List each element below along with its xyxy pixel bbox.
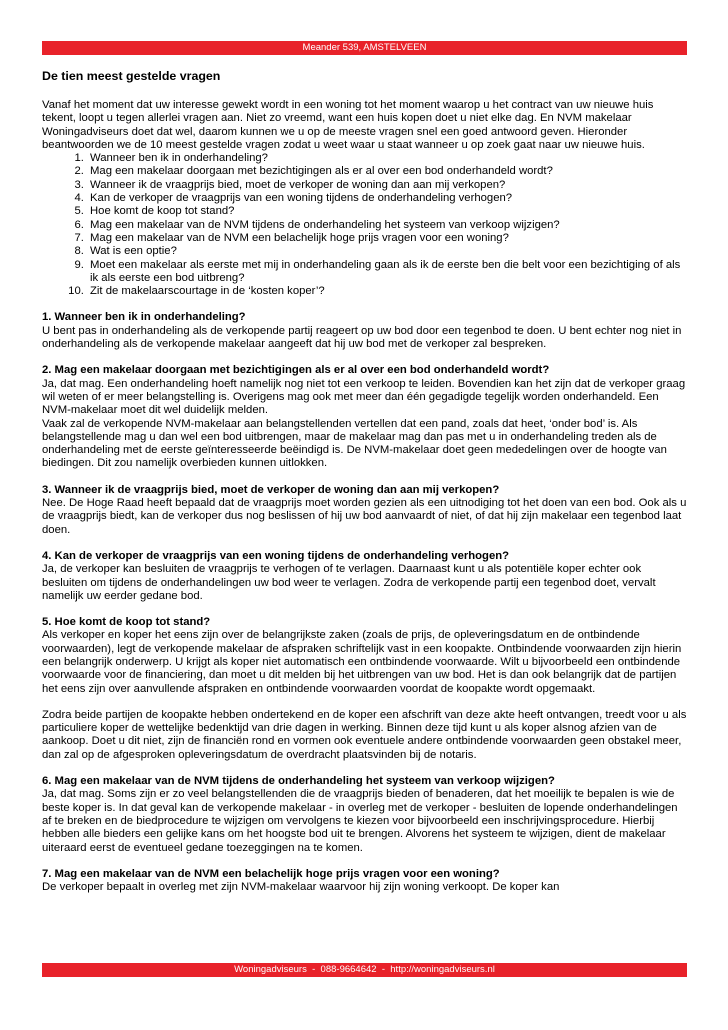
section-question: 4. Kan de verkoper de vraagprijs van een woning tijdens de onderhandeling verhogen? [42,549,510,562]
section-2 [42,364,687,470]
section-answer: Nee. De Hoge Raad heeft bepaald dat de vraagprijs moet worden gezien als een uitnodiging tot het doen van een bod. Ook als u de vraagprijs biedt, kan de verkoper dus nog beslissen of hij uw bod aanvaardt of niet, of dat hij zijn makelaar een tegenbod laat doen. [42,497,687,536]
list-item: 6. Mag een makelaar van de NVM tijdens de onderhandeling het systeem van verkoop wijzigen? [87,219,687,232]
footer-contact: Woningadviseurs - 088-9664642 - http://woningadviseurs.nl [234,964,495,975]
footer-contact-band [42,963,687,977]
section-question: 1. Wanneer ben ik in onderhandeling? [42,311,246,324]
section-6 [42,775,687,855]
section-5 [42,616,687,762]
list-item: 8. Wat is een optie? [87,245,687,258]
header-address: Meander 539, AMSTELVEEN [302,42,427,53]
list-item: 5. Hoe komt de koop tot stand? [87,205,687,218]
header-address-band [42,41,687,55]
list-item: 10. Zit de makelaarscourtage in de ‘kosten koper’? [87,285,687,298]
section-answer: Ja, dat mag. Een onderhandeling hoeft namelijk nog niet tot een verkoop te leiden. Bovendien kan het zijn dat de verkoper graag wil weten of er meer belangstelling is. Overigens mag ook met meer dan één gegadigde tegelijk worden onderhandeld. Een NVM-makelaar moet dit wel duidelijk melden. [42,377,686,417]
section-answer: U bent pas in onderhandeling als de verkopende partij reageert op uw bod door een tegenbod te doen. U bent echter nog niet in onderhandeling als de verkopende makelaar aangeeft dat hij uw bod met de verkoper zal bespreken. [42,324,682,351]
list-item: 2. Mag een makelaar doorgaan met bezichtigingen als er al over een bod onderhandeld wordt? [87,165,687,178]
section-answer: Ja, dat mag. Soms zijn er zo veel belangstellenden die de vraagprijs bieden of benaderen, dat het moeilijk te bepalen is wie de beste koper is. In dat geval kan de verkopende makelaar - in overleg met de verkoper - besluiten de lopende onderhandelingen af te breken en de biedprocedure te wijzigen om vervolgens te kiezen voor bijvoorbeeld een inschrijvingsprocedure. Hierbij hebben alle bieders een gelijke kans om het hoogste bod uit te brengen. Alvorens het systeem te wijzigen, dient de makelaar uiteraard eerst de eventueel gedane toezeggingen na te komen. [42,788,678,854]
section-question: 5. Hoe komt de koop tot stand? [42,616,211,629]
section-answer-continued: Zodra beide partijen de koopakte hebben ondertekend en de koper een afschrift van deze akte heeft ontvangen, treedt voor u als particuliere koper de wettelijke bedenktijd van drie dagen in werking. Binnen deze tijd kunt u als koper alsnog afzien van de aankoop. Doet u dit niet, zijn de financiën rond en vormen ook eventuele andere ontbindende voorwaarden geen obstakel meer, dan zal op de afgesproken opleveringsdatum de overdracht plaatsvinden bij de notaris. [42,708,687,761]
list-item: 4. Kan de verkoper de vraagprijs van een woning tijdens de onderhandeling verhogen? [87,192,687,205]
document-body [42,69,687,894]
section-7 [42,868,687,895]
section-answer: Ja, de verkoper kan besluiten de vraagprijs te verhogen of te verlagen. Daarnaast kunt u als potentiële koper echter ook besluiten om tijdens de onderhandelingen uw bod weer te verlagen. Zodra de verkopende partij een tegenbod doet, vervalt namelijk uw eerder gedane bod. [42,563,656,602]
intro-paragraph: Vanaf het moment dat uw interesse gewekt wordt in een woning tot het moment waarop u het contract van uw nieuwe huis tekent, loopt u tegen allerlei vragen aan. Niet zo vreemd, want een huis kopen doet u niet elke dag. En NVM makelaar Woningadviseurs doet dat wel, daarom kunnen we u op de meeste vragen snel een goed antwoord geven. Hieronder beantwoorden we de 10 meest gestelde vragen zodat u weet waar u staat wanneer u op zoek gaat naar uw nieuwe huis. [42,99,654,151]
page-title: De tien meest gestelde vragen [42,69,221,83]
list-item: 1. Wanneer ben ik in onderhandeling? [87,152,687,165]
list-item: 3. Wanneer ik de vraagprijs bied, moet de verkoper de woning dan aan mij verkopen? [87,179,687,192]
section-3 [42,484,687,537]
list-item: 9. Moet een makelaar als eerste met mij in onderhandeling gaan als ik de eerste ben die belt voor een bezichtiging of als ik als eerste een bod uitbreng? [87,259,687,286]
question-list [42,152,687,298]
section-question: 3. Wanneer ik de vraagprijs bied, moet de verkoper de woning dan aan mij verkopen? [42,483,500,496]
section-answer: De verkoper bepaalt in overleg met zijn NVM-makelaar waarvoor hij zijn woning verkoopt. De koper kan [42,881,560,894]
list-item: 7. Mag een makelaar van de NVM een belachelijk hoge prijs vragen voor een woning? [87,232,687,245]
section-question: 6. Mag een makelaar van de NVM tijdens de onderhandeling het systeem van verkoop wijzigen? [42,775,555,788]
section-answer-continued: Vaak zal de verkopende NVM-makelaar aan belangstellenden vertellen dat een pand, zoals dat heet, ‘onder bod’ is. Als belangstellende mag u dan wel een bod uitbrengen, maar de makelaar mag dan pas met u in onderhandeling treden als de onderhandeling met de eerste geïnteresseerde beëindigd is. De NVM-makelaar doet geen mededelingen over de hoogte van biedingen. Dit zou namelijk overbieden kunnen uitlokken. [42,417,667,470]
section-question: 7. Mag een makelaar van de NVM een belachelijk hoge prijs vragen voor een woning? [42,867,500,880]
section-1 [42,311,687,351]
section-answer: Als verkoper en koper het eens zijn over de belangrijkste zaken (zoals de prijs, de opleveringsdatum en de ontbindende voorwaarden), legt de verkopende makelaar de afspraken schriftelijk vast in een koopakte. Ontbindende voorwaarden zijn hierin een belangrijk onderwerp. U krijgt als koper niet automatisch een ontbindende voorwaarde. Wilt u bijvoorbeeld een ontbindende voorwaarde voor de financiering, dan moet u dit melden bij het uitbrengen van uw bod. Het is dan ook belangrijk dat de partijen het eens zijn over aanvullende afspraken en ontbindende voorwaarden voordat de koopakte wordt opgemaakt. [42,629,682,695]
section-question: 2. Mag een makelaar doorgaan met bezichtigingen als er al over een bod onderhandeld wordt? [42,364,550,377]
section-4 [42,550,687,603]
